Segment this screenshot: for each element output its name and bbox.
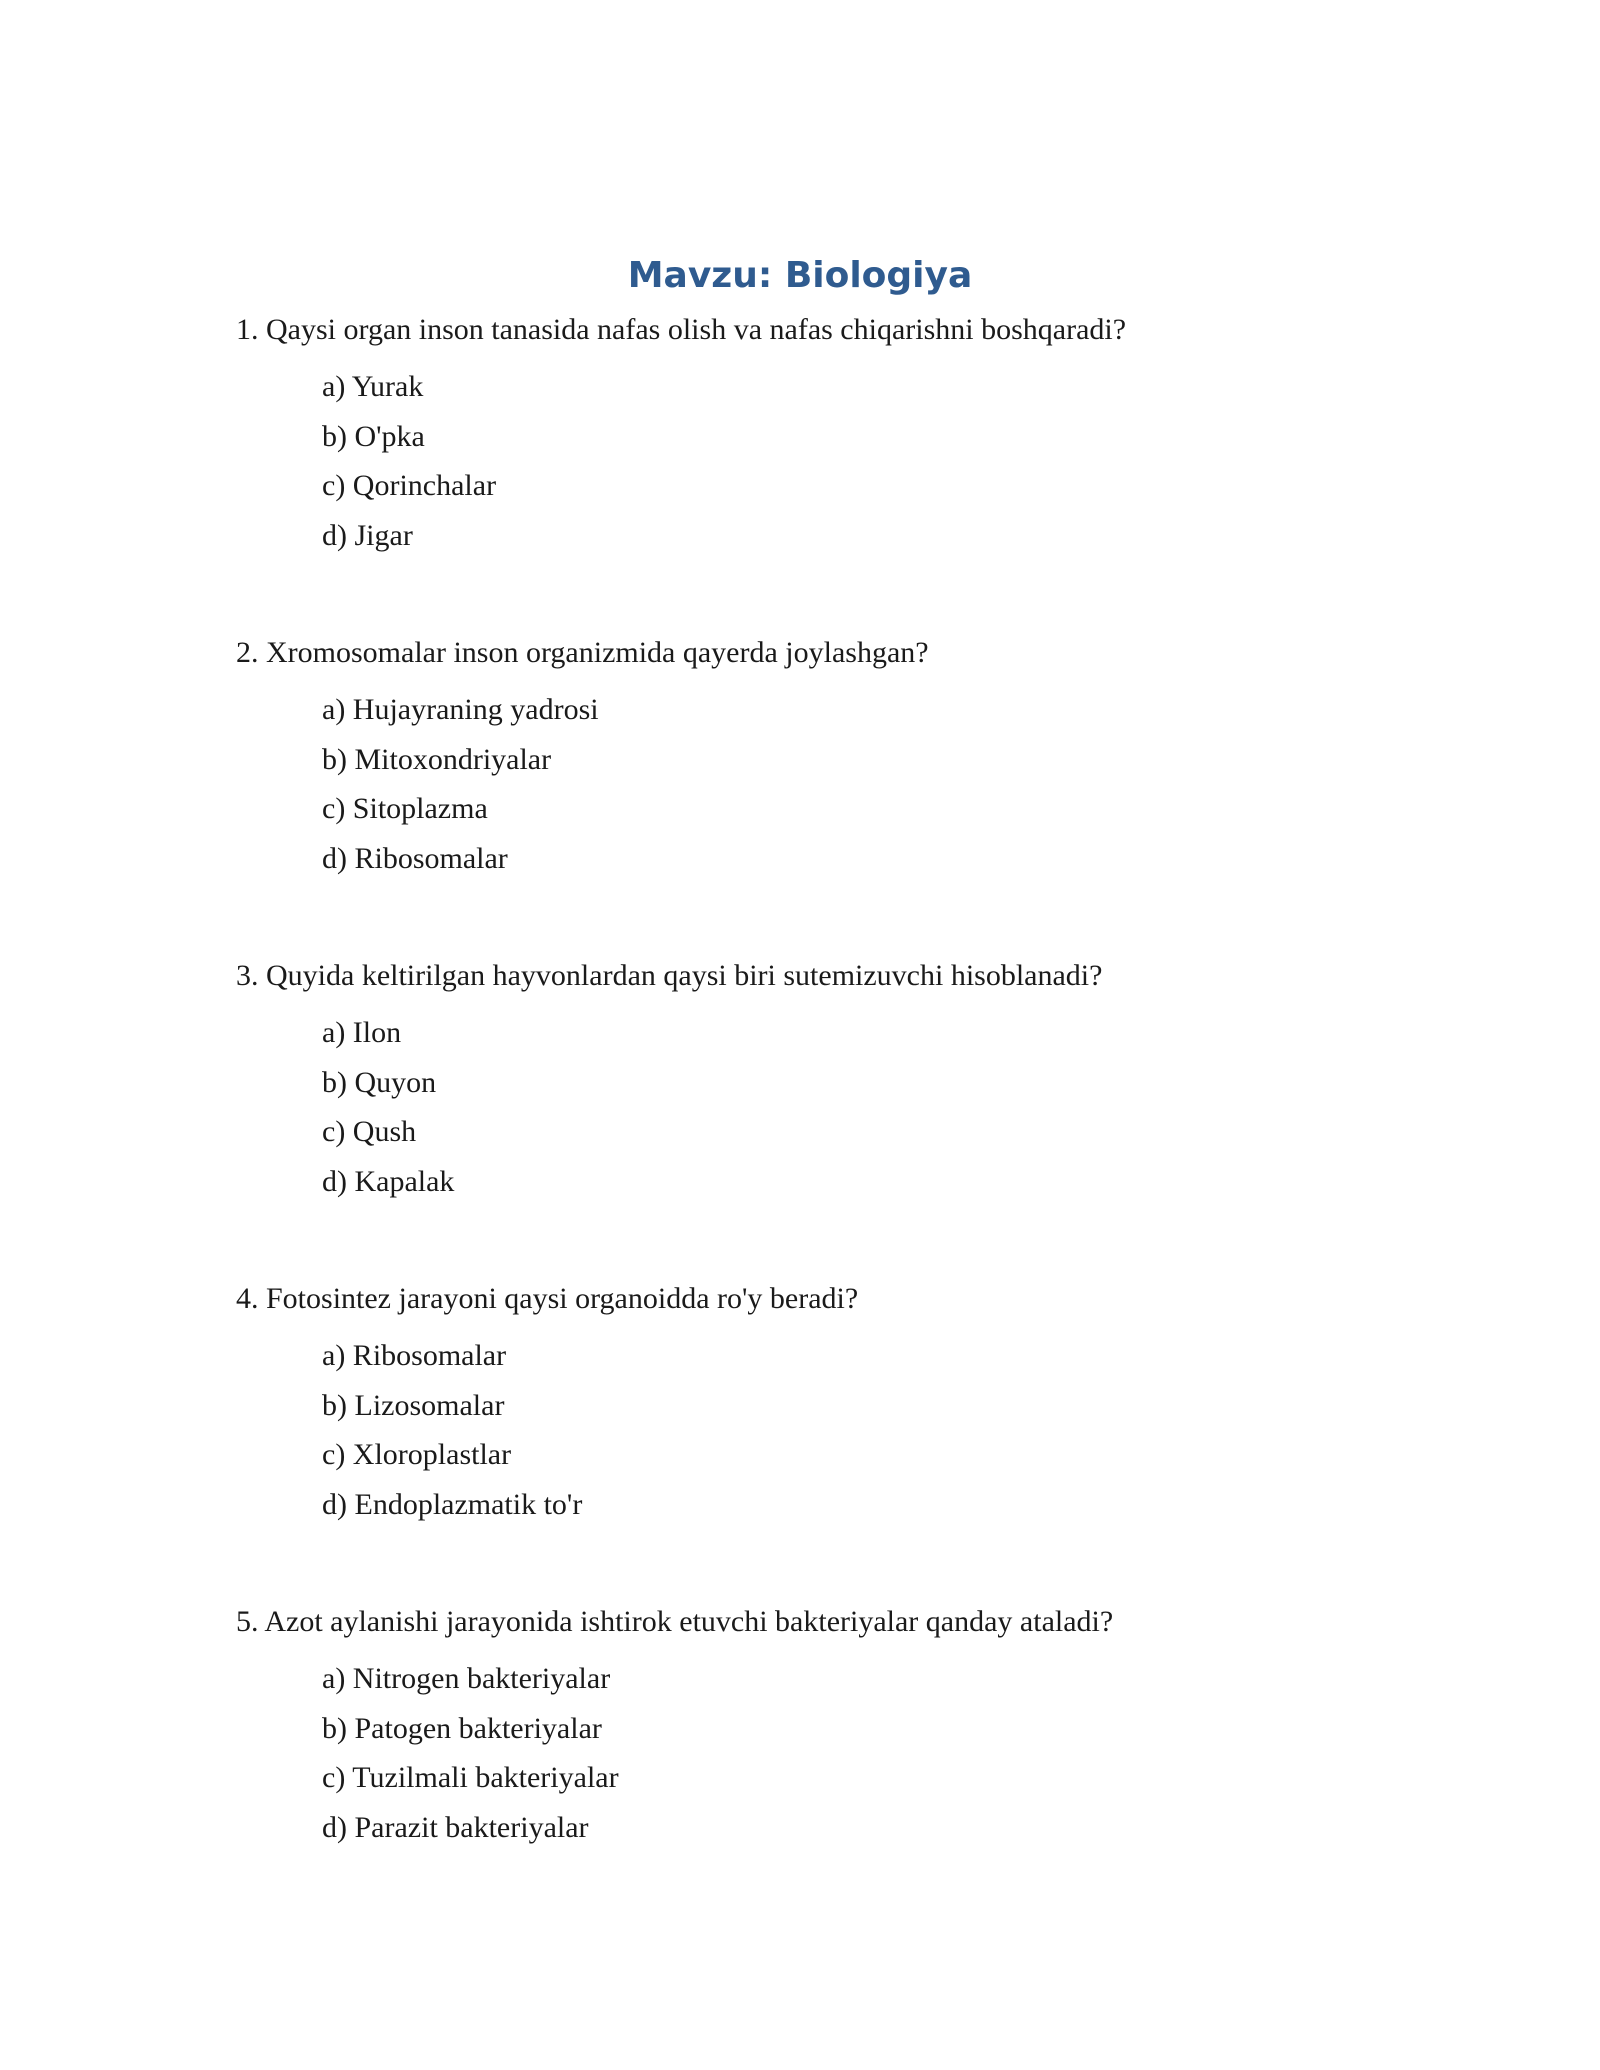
question-text: 2. Xromosomalar inson organizmida qayerda joylashgan? bbox=[236, 636, 929, 669]
answer-option-b: b) Lizosomalar bbox=[322, 1388, 505, 1422]
answer-option-c: c) Qorinchalar bbox=[322, 469, 497, 502]
answer-option-b: b) Quyon bbox=[322, 1065, 437, 1099]
answer-option-a: a) Ribosomalar bbox=[322, 1339, 507, 1372]
answer-option-d: d) Parazit bakteriyalar bbox=[322, 1810, 589, 1844]
answer-options bbox=[236, 1013, 1486, 1211]
question-text: 4. Fotosintez jarayoni qaysi organoidda ro'y beradi? bbox=[236, 1282, 859, 1315]
answer-options bbox=[236, 1659, 1486, 1857]
answer-option-c: c) Xloroplastlar bbox=[322, 1438, 512, 1471]
question-text: 1. Qaysi organ inson tanasida nafas olish va nafas chiqarishni boshqaradi? bbox=[236, 313, 1127, 346]
question-4 bbox=[236, 1279, 1486, 1534]
question-5 bbox=[236, 1602, 1486, 1857]
answer-option-a: a) Ilon bbox=[322, 1016, 402, 1049]
question-2 bbox=[236, 633, 1486, 888]
question-1 bbox=[236, 310, 1486, 565]
answer-options bbox=[236, 690, 1486, 888]
answer-options bbox=[236, 367, 1486, 565]
document-title: Mavzu: Biologiya bbox=[627, 255, 973, 296]
answer-option-a: a) Yurak bbox=[322, 370, 424, 403]
answer-option-b: b) Patogen bakteriyalar bbox=[322, 1711, 602, 1745]
question-text: 3. Quyida keltirilgan hayvonlardan qaysi biri sutemizuvchi hisoblanadi? bbox=[236, 959, 1103, 992]
answer-option-b: b) Mitoxondriyalar bbox=[322, 742, 552, 776]
answer-option-d: d) Ribosomalar bbox=[322, 841, 508, 875]
answer-option-a: a) Hujayraning yadrosi bbox=[322, 693, 599, 726]
question-text: 5. Azot aylanishi jarayonida ishtirok etuvchi bakteriyalar qanday ataladi? bbox=[236, 1605, 1114, 1638]
answer-options bbox=[236, 1336, 1486, 1534]
answer-option-d: d) Jigar bbox=[322, 518, 413, 552]
answer-option-d: d) Kapalak bbox=[322, 1164, 455, 1198]
answer-option-a: a) Nitrogen bakteriyalar bbox=[322, 1662, 611, 1695]
answer-option-c: c) Qush bbox=[322, 1115, 417, 1148]
answer-option-b: b) O'pka bbox=[322, 419, 425, 453]
answer-option-c: c) Tuzilmali bakteriyalar bbox=[322, 1761, 619, 1794]
question-3 bbox=[236, 956, 1486, 1211]
answer-option-c: c) Sitoplazma bbox=[322, 792, 488, 825]
answer-option-d: d) Endoplazmatik to'r bbox=[322, 1487, 583, 1521]
